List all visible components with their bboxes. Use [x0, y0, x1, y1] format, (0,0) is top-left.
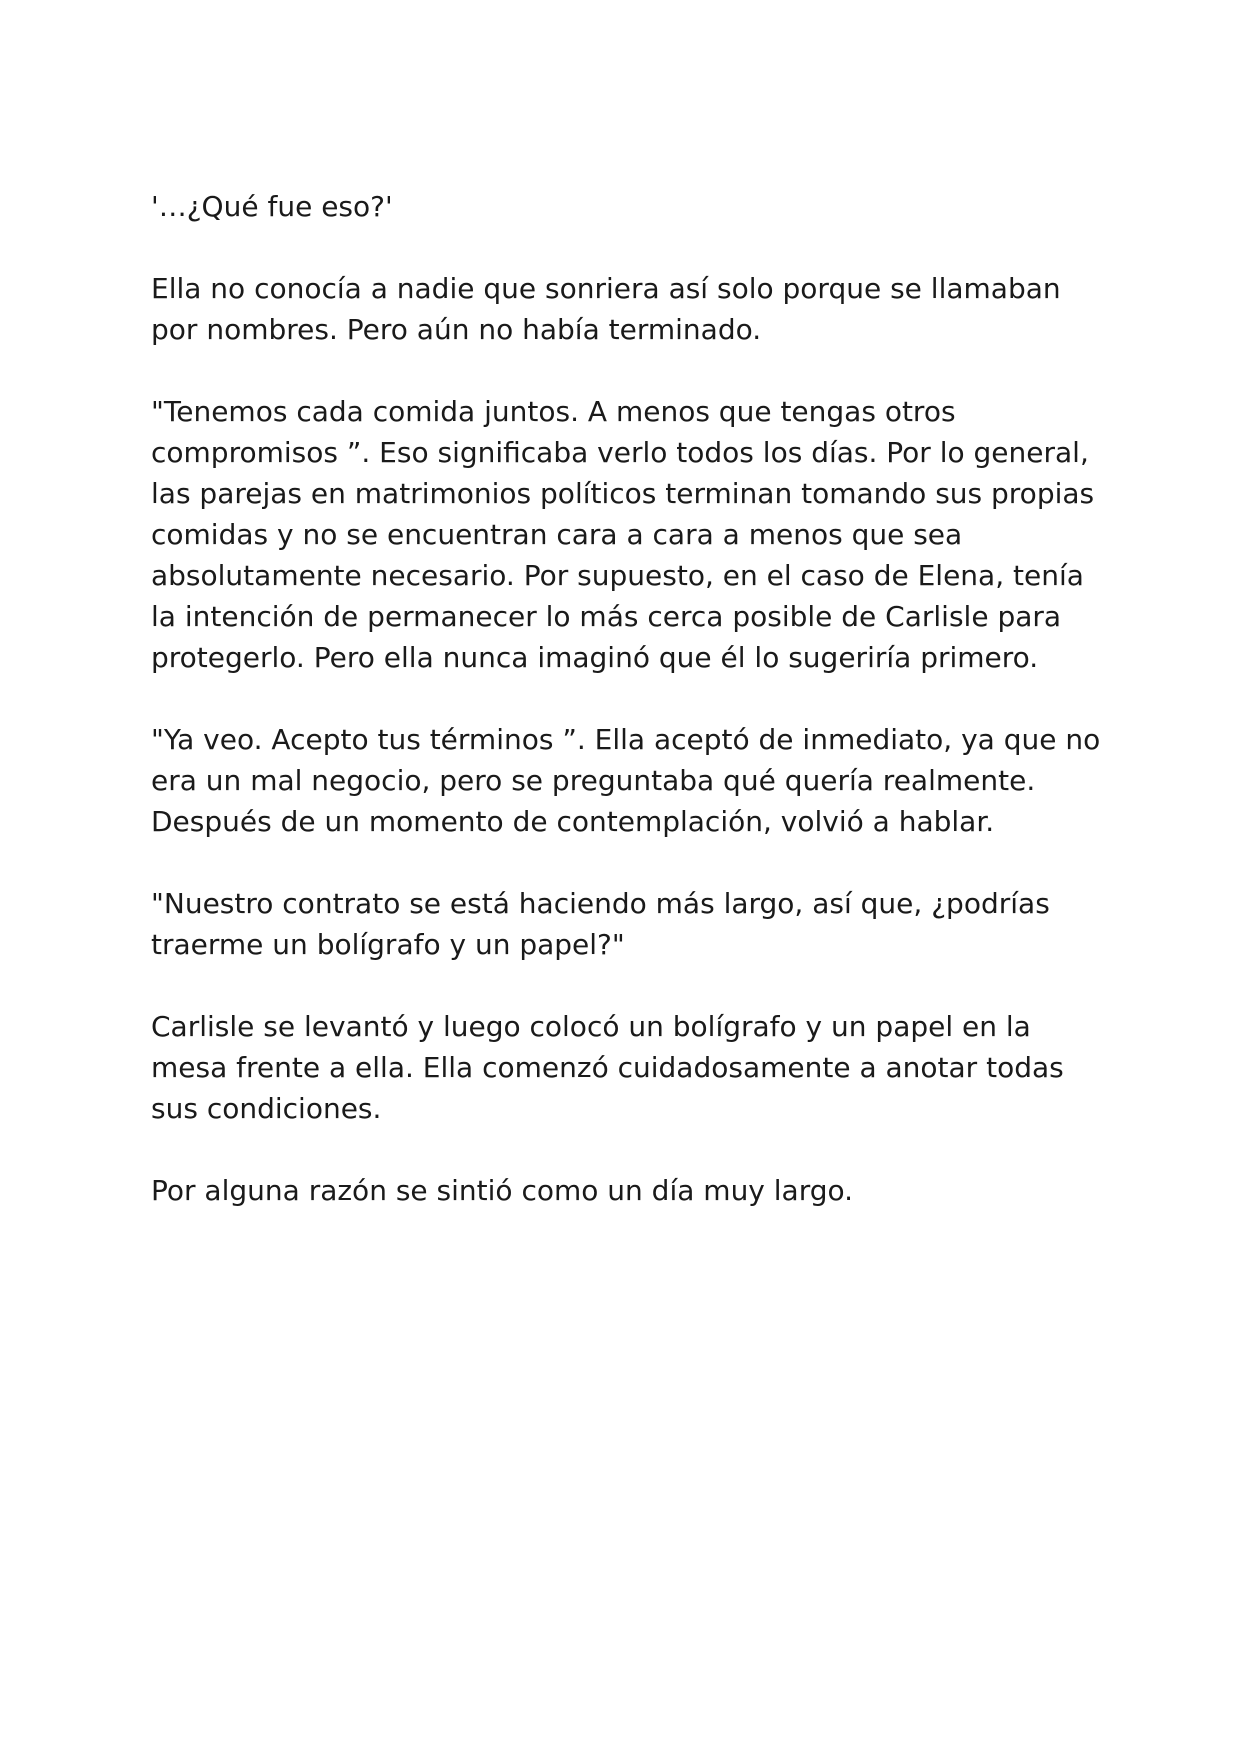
paragraph-5: "Nuestro contrato se está haciendo más largo, así que, ¿podrías traerme un bolígrafo y un papel?" — [151, 887, 1050, 961]
paragraph-2: Ella no conocía a nadie que sonriera así solo porque se llamaban por nombres. Pero aún no había terminado. — [151, 272, 1061, 346]
paragraph-3: "Tenemos cada comida juntos. A menos que tengas otros compromisos ”. Eso significaba verlo todos los días. Por lo general, las parejas en matrimonios políticos terminan tomando sus propias comidas y no se encuentran cara a cara a menos que sea absolutamente necesario. Por supuesto, en el caso de Elena, tenía la intención de permanecer lo más cerca posible de Carlisle para protegerlo. Pero ella nunca imaginó que él lo sugeriría primero. — [151, 395, 1095, 674]
paragraph-7: Por alguna razón se sintió como un día muy largo. — [151, 1174, 854, 1207]
paragraph-6: Carlisle se levantó y luego colocó un bolígrafo y un papel en la mesa frente a ella. Ella comenzó cuidadosamente a anotar todas sus condiciones. — [151, 1010, 1064, 1125]
paragraph-1: '…¿Qué fue eso?' — [151, 190, 393, 223]
paragraph-4: "Ya veo. Acepto tus términos ”. Ella aceptó de inmediato, ya que no era un mal negocio, pero se preguntaba qué quería realmente. Después de un momento de contemplación, volvió a hablar. — [151, 723, 1101, 838]
story-text — [151, 186, 1111, 1252]
